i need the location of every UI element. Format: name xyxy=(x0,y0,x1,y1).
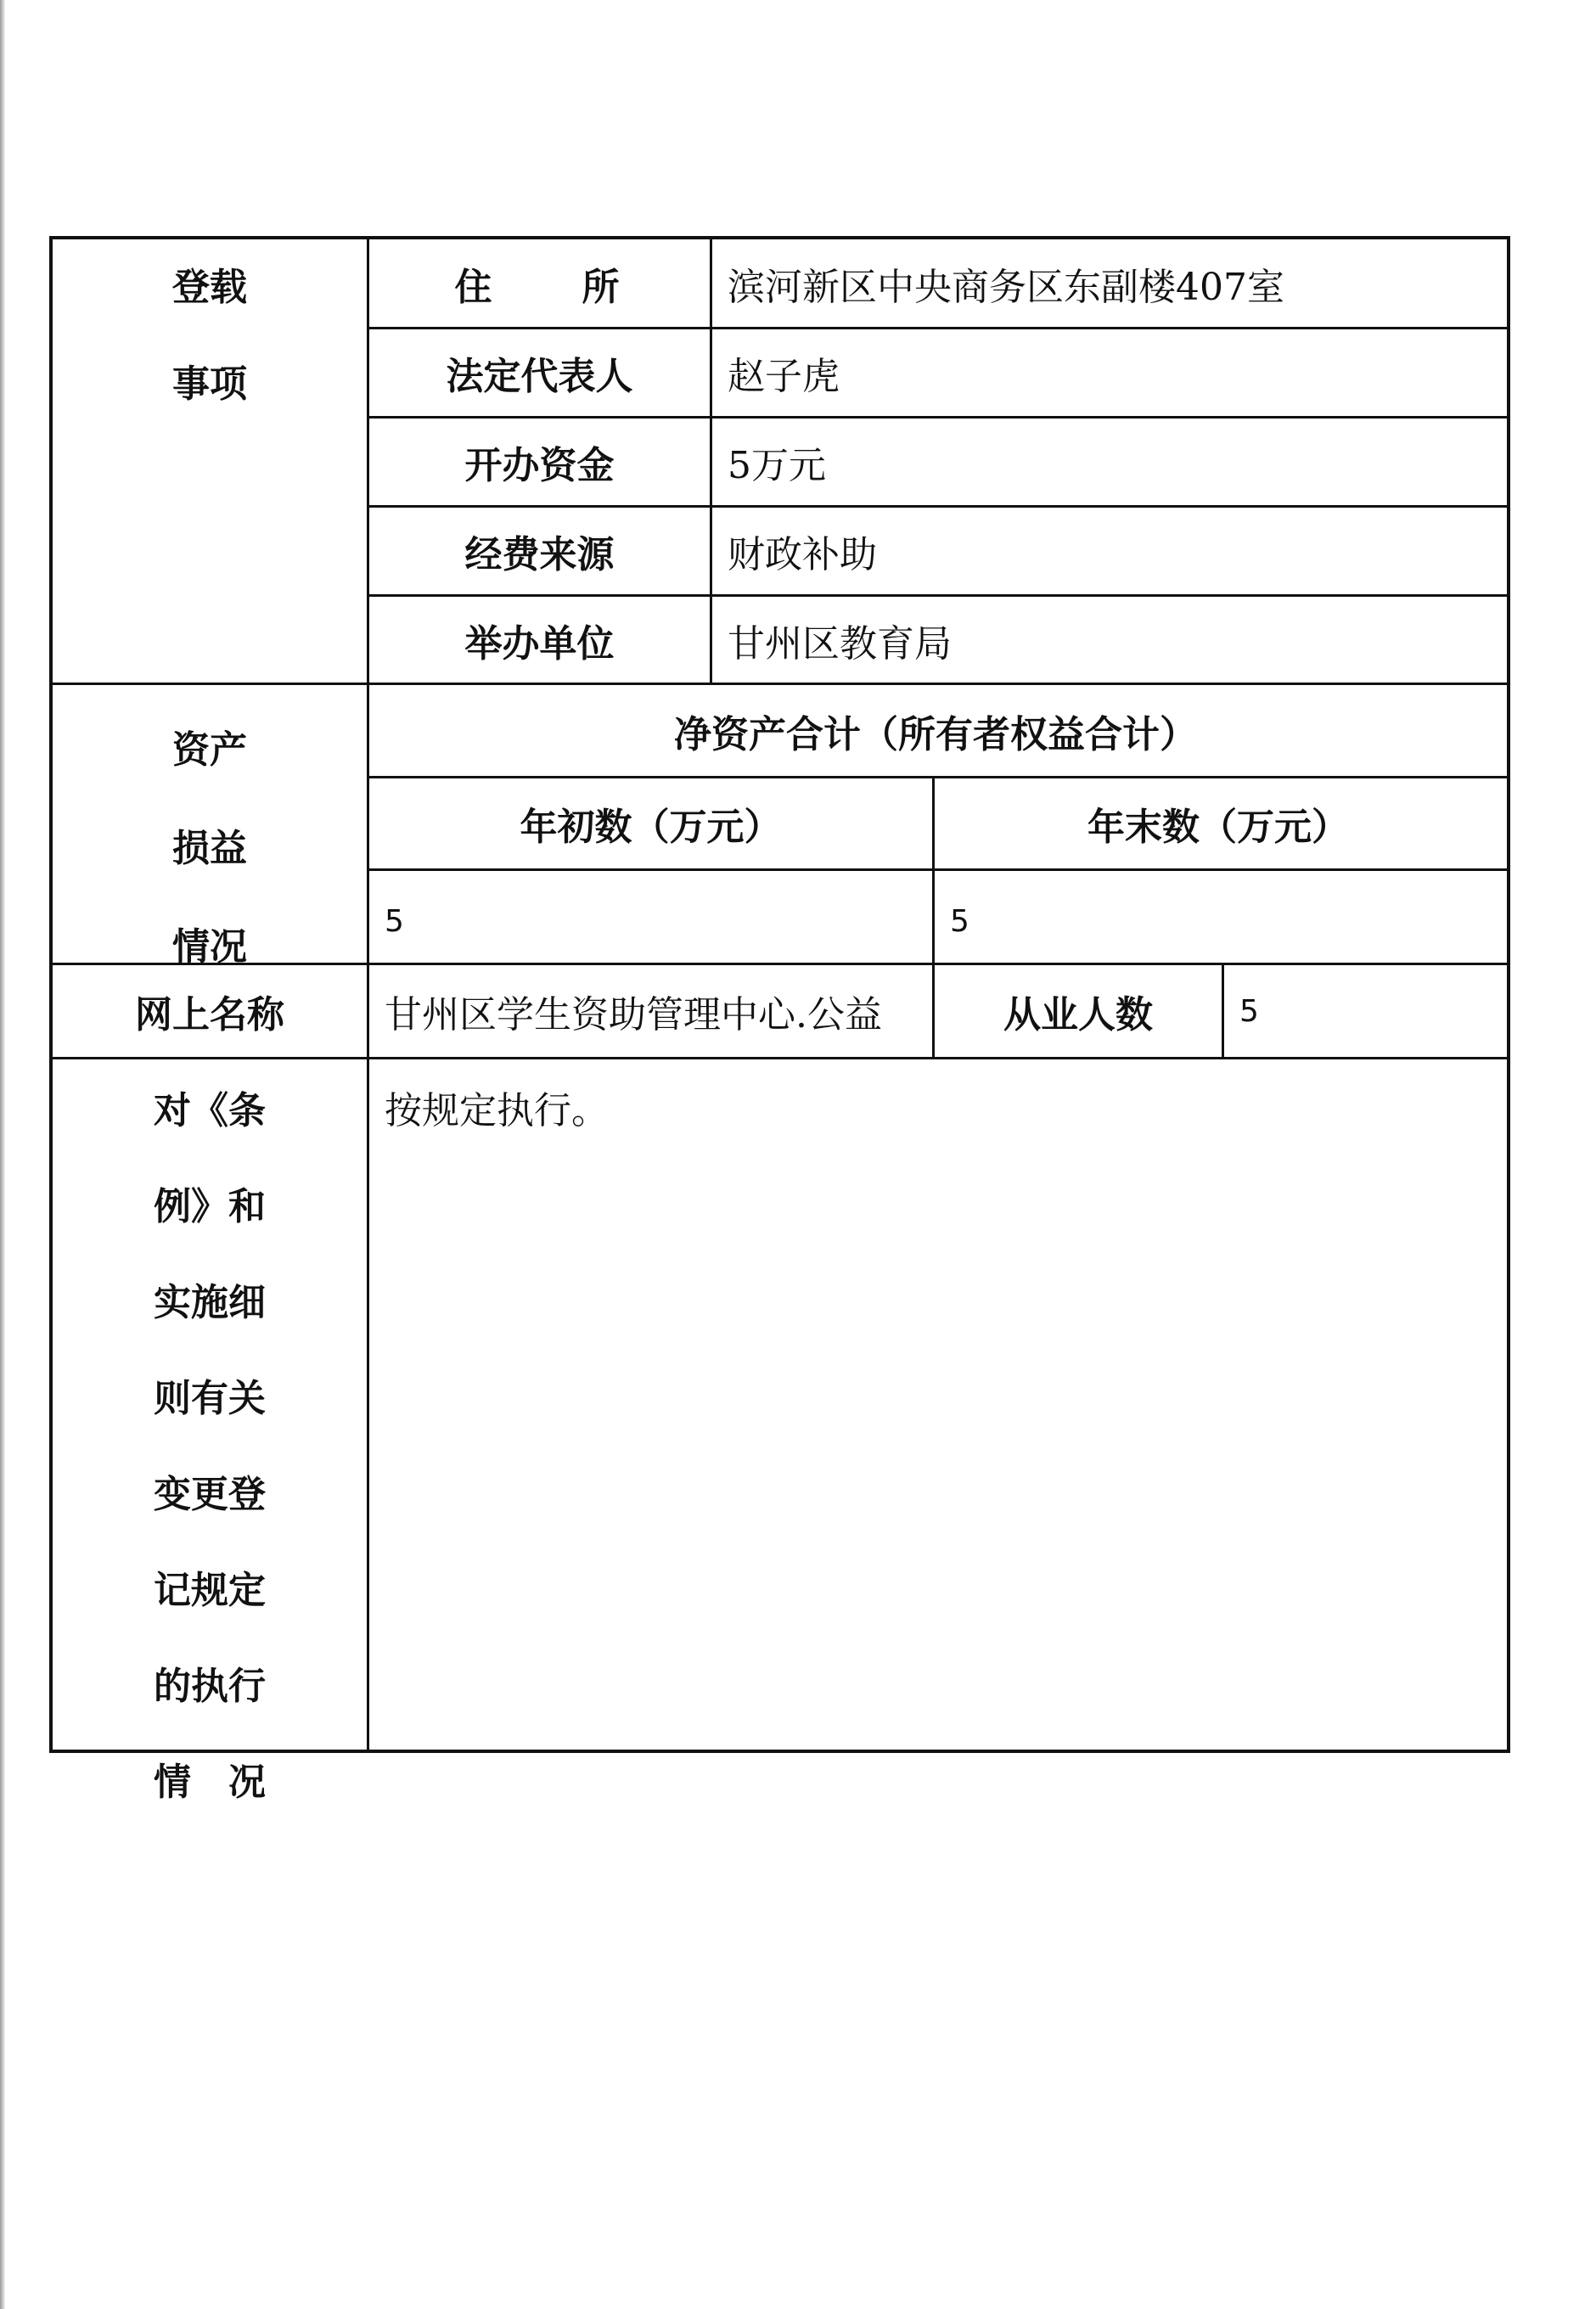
registration-form-table xyxy=(49,236,1510,1804)
year-start-label: 年初数（万元） xyxy=(520,806,782,849)
net-assets-header: 净资产合计（所有者权益合计） xyxy=(674,712,1197,756)
legal-representative-value: 赵子虎 xyxy=(728,355,840,398)
address-value: 滨河新区中央商务区东副楼407室 xyxy=(728,265,1284,309)
staff-count-label: 从业人数 xyxy=(1003,993,1153,1037)
execution-label-line: 的执行 xyxy=(154,1665,266,1708)
execution-label-line: 对《条 xyxy=(154,1089,266,1132)
execution-label-line: 变更登 xyxy=(154,1473,266,1516)
execution-label-line: 则有关 xyxy=(154,1377,266,1420)
execution-label-line: 实施细 xyxy=(154,1281,266,1324)
execution-label-line: 记规定 xyxy=(154,1569,266,1612)
section-divider xyxy=(53,1057,1507,1059)
staff-count-value: 5 xyxy=(1239,993,1259,1029)
address-label: 住 所 xyxy=(454,265,625,309)
online-name-label: 网上名称 xyxy=(135,993,284,1037)
sponsor-unit-value: 甘州区教育局 xyxy=(728,621,952,666)
registration-section-label xyxy=(53,256,367,443)
sponsor-unit-label: 举办单位 xyxy=(464,621,615,666)
legal-representative-label: 法定代表人 xyxy=(446,355,633,398)
online-name-value: 甘州区学生资助管理中心.公益 xyxy=(385,993,882,1037)
assets-label-line: 资产 xyxy=(172,728,247,772)
initial-funds-value: 5万元 xyxy=(728,444,826,487)
scan-edge-shadow xyxy=(0,0,5,2309)
execution-value: 按规定执行。 xyxy=(385,1089,609,1132)
execution-section-label xyxy=(53,1080,367,1804)
execution-label-line: 例》和 xyxy=(154,1185,266,1228)
initial-funds-label: 开办资金 xyxy=(464,444,615,487)
funding-source-label: 经费来源 xyxy=(464,533,615,576)
assets-label-line: 损益 xyxy=(172,827,247,870)
assets-section-label xyxy=(53,719,367,969)
funding-source-value: 财政补助 xyxy=(728,533,877,576)
year-end-value: 5 xyxy=(950,903,969,939)
execution-label-line: 情 况 xyxy=(154,1761,266,1804)
assets-label-line: 情况 xyxy=(172,925,247,969)
year-end-label: 年末数（万元） xyxy=(1087,806,1349,849)
registration-label-line: 事项 xyxy=(172,362,247,406)
registration-label-line: 登载 xyxy=(172,266,247,309)
year-start-value: 5 xyxy=(385,903,404,939)
